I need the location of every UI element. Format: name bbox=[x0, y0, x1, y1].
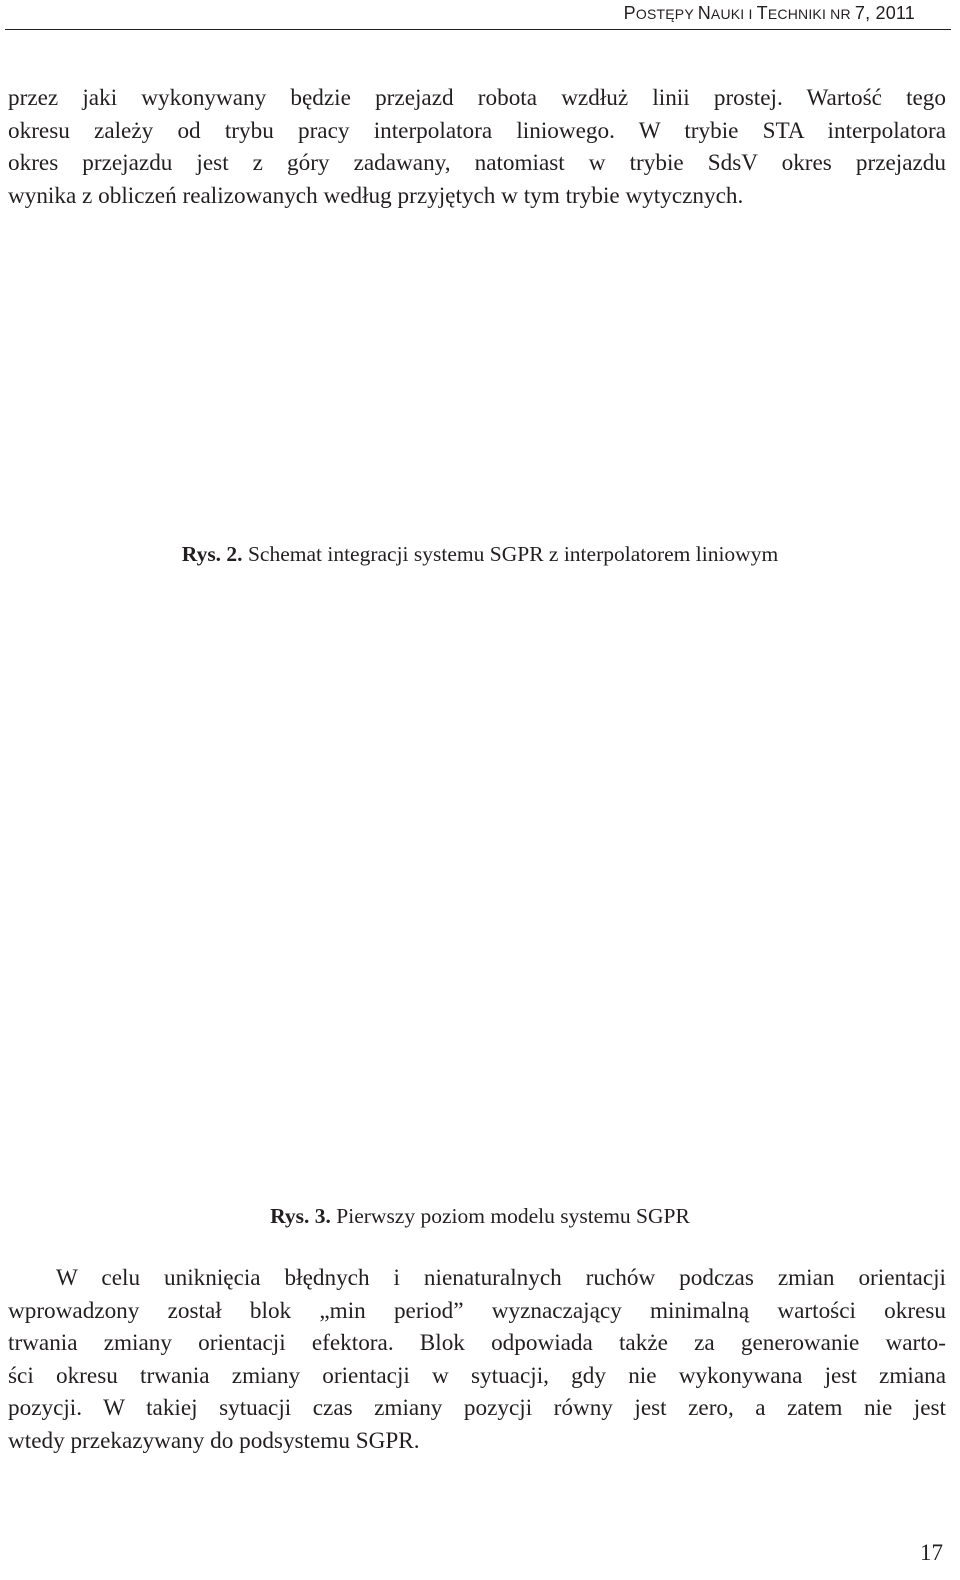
figure-2-caption bbox=[0, 540, 960, 568]
figure-3-caption-text: Pierwszy poziom modelu systemu SGPR bbox=[330, 1204, 690, 1228]
text-line: okres przejazdu jest z góry zadawany, natomiast w trybie SdsV okres przejazdu bbox=[8, 150, 946, 177]
text-line: pozycji. W takiej sytuacji czas zmiany pozycji równy jest zero, a zatem nie jest bbox=[8, 1395, 946, 1422]
text-line: ści okresu trwania zmiany orientacji w sytuacji, gdy nie wykonywana jest zmiana bbox=[8, 1362, 946, 1389]
text-line: wynika z obliczeń realizowanych według przyjętych w tym trybie wytycznych. bbox=[8, 182, 744, 209]
figure-3-image-area bbox=[8, 590, 946, 1190]
journal-title bbox=[624, 3, 915, 23]
journal-title-part: AUKI I bbox=[710, 6, 757, 22]
figure-2-image-area bbox=[8, 222, 946, 522]
text-line: okresu zależy od trybu pracy interpolatora liniowego. W trybie STA interpolatora bbox=[8, 117, 946, 144]
body-paragraph-1 bbox=[8, 82, 946, 212]
text-line: przez jaki wykonywany będzie przejazd robota wzdłuż linii prostej. Wartość tego bbox=[8, 85, 946, 111]
body-paragraph-2 bbox=[8, 1262, 946, 1458]
text-line: W celu uniknięcia błędnych i nienaturalnych ruchów podczas zmian orientacji bbox=[56, 1265, 946, 1291]
journal-title-part: OSTĘPY bbox=[635, 6, 698, 22]
page-number: 17 bbox=[920, 1540, 943, 1565]
journal-title-part: N bbox=[697, 3, 711, 23]
header-rule bbox=[5, 29, 951, 30]
journal-title-part: P bbox=[623, 3, 636, 23]
figure-3-caption bbox=[0, 1202, 960, 1230]
running-header bbox=[0, 0, 960, 30]
figure-2-label: Rys. 2. bbox=[181, 542, 243, 566]
figure-2-caption-text: Schemat integracji systemu SGPR z interpolatorem liniowym bbox=[242, 542, 779, 566]
text-line: wtedy przekazywany do podsystemu SGPR. bbox=[8, 1427, 420, 1454]
figure-3-label: Rys. 3. bbox=[270, 1204, 331, 1228]
text-line: trwania zmiany orientacji efektora. Blok odpowiada także za generowanie warto- bbox=[8, 1330, 946, 1357]
journal-title-part: 7, 2011 bbox=[854, 3, 915, 23]
journal-title-part: T bbox=[756, 3, 768, 23]
text-line: wprowadzony został blok „min period” wyznaczający minimalną wartości okresu bbox=[8, 1297, 946, 1324]
journal-title-part: ECHNIKI NR bbox=[767, 6, 855, 22]
